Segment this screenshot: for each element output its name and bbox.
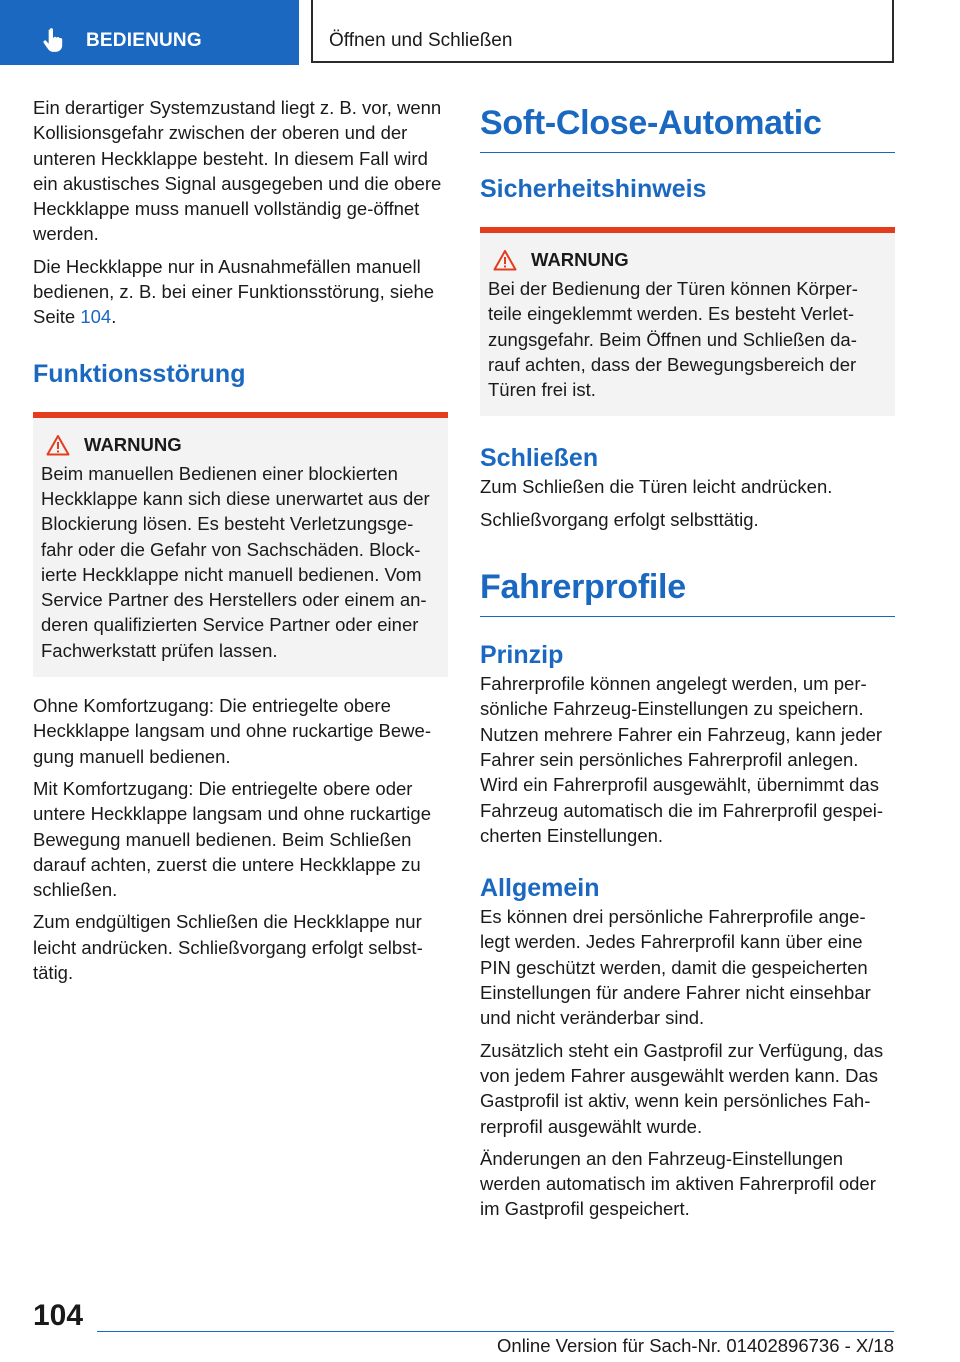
footer-online-version: Online Version für Sach-Nr. 01402896736 - X/18 [497,1335,894,1356]
intro-paragraph-2-end: . [111,306,117,328]
chapter-label: Öffnen und Schließen [329,30,513,51]
section-label: BEDIENUNG [86,30,202,51]
intro-paragraph-2 [33,254,448,330]
heading-schliessen: Schließen [480,444,599,473]
footer-divider [97,1331,894,1332]
warning-title: WARNUNG [84,433,182,455]
section-tab [0,0,299,65]
warning-triangle-icon [46,434,70,456]
allgemein-paragraph-2: Zusätzlich steht ein Gastprofil zur Verfügung, das von jedem Fahrer ausgewählt werden kann. Das Gastprofil ist aktiv, wenn kein persönliches Fah‐rerprofil ausgewählt wurde. [480,1039,884,1137]
paragraph-ohne-komfortzugang: Ohne Komfortzugang: Die entriegelte obere Heckklappe langsam und ohne ruckartige Bewe‐gung manuell bedienen. [33,695,431,767]
warning-title: WARNUNG [531,249,629,270]
prinzip-paragraph: Fahrerprofile können angelegt werden, um per‐sönliche Fahrzeug-Einstellungen zu speichern. Nutzen mehrere Fahrer ein Fahrzeug, kann jeder Fahrer sein persönliches Fahrerprofil anlegen. Wird ein Fahrerprofil ausgewählt, übernimmt das Fahrzeug automatisch die im Fahrerprofil gespei‐cherten Einstellungen. [480,673,884,846]
heading-sicherheitshinweis: Sicherheitshinweis [480,175,707,203]
right-column [480,95,895,1229]
heading-funktionsstoerung: Funktionsstörung [33,359,246,388]
schliessen-paragraph-1: Zum Schließen die Türen leicht andrücken. [480,476,833,498]
warning-box-funktionsstoerung [33,412,448,677]
heading-prinzip: Prinzip [480,641,564,670]
heading-allgemein: Allgemein [480,874,600,903]
warning-text: Bei der Bedienung der Türen können Körper‐teile eingeklemmt werden. Es besteht Verlet‐zungsgefahr. Beim Öffnen und Schließen da‐rauf achten, dass der Bewegungsbereich der Türen frei ist. [488,278,858,401]
title-soft-close: Soft-Close-Automatic [480,102,895,153]
warning-text: Beim manuellen Bedienen einer blockierten Heckklappe kann sich diese unerwartet aus der Blockierung lösen. Es besteht Verletzungsge‐fahr oder die Gefahr von Sachschäden. Block‐ierte Heckklappe nicht manuell bedienen. Vom Service Partner des Herstellers oder einem an‐deren qualifizierten Service Partner oder einer Fachwerkstatt prüfen lassen. [41,462,430,661]
page-link-104[interactable]: 104 [80,306,112,328]
page-number: 104 [33,1299,84,1332]
schliessen-paragraph-2: Schließvorgang erfolgt selbsttätig. [480,508,759,530]
intro-paragraph-1: Ein derartiger Systemzustand liegt z. B. vor, wenn Kollisionsgefahr zwischen der oberen und der unteren Heckklappe besteht. In diesem Fall wird ein akustisches Signal ausgegeben und die obere Heckklappe muss manuell vollständig ge‐öffnet werden. [33,97,442,245]
warning-triangle-icon [493,249,517,271]
paragraph-mit-komfortzugang: Mit Komfortzugang: Die entriegelte obere oder untere Heckklappe langsam und ohne ruckartige Bewegung manuell bedienen. Beim Schließen darauf achten, zuerst die untere Heckklappe zu schließen. [33,777,431,901]
allgemein-paragraph-1: Es können drei persönliche Fahrerprofile ange‐legt werden. Jedes Fahrerprofil kann über eine PIN geschützt werden, damit die gespeicherten Einstellungen für andere Fahrer nicht einsehbar und nicht veränderbar sind. [480,906,871,1029]
warning-box-tueren [480,227,895,416]
intro-paragraph-2-text: Die Heckklappe nur in Ausnahmefällen manuell bedienen, z. B. bei einer Funktionsstörung, siehe Seite [33,255,435,328]
left-column [33,95,448,992]
chapter-tab [311,0,894,63]
paragraph-endgueltiges-schliessen: Zum endgültigen Schließen die Heckklappe nur leicht andrücken. Schließvorgang erfolgt selbst‐tätig. [33,911,423,984]
allgemein-paragraph-3: Änderungen an den Fahrzeug-Einstellungen werden automatisch im aktiven Fahrerprofil oder im Gastprofil gespeichert. [480,1147,876,1220]
hand-pointer-icon [40,27,66,53]
title-fahrerprofile: Fahrerprofile [480,566,895,617]
